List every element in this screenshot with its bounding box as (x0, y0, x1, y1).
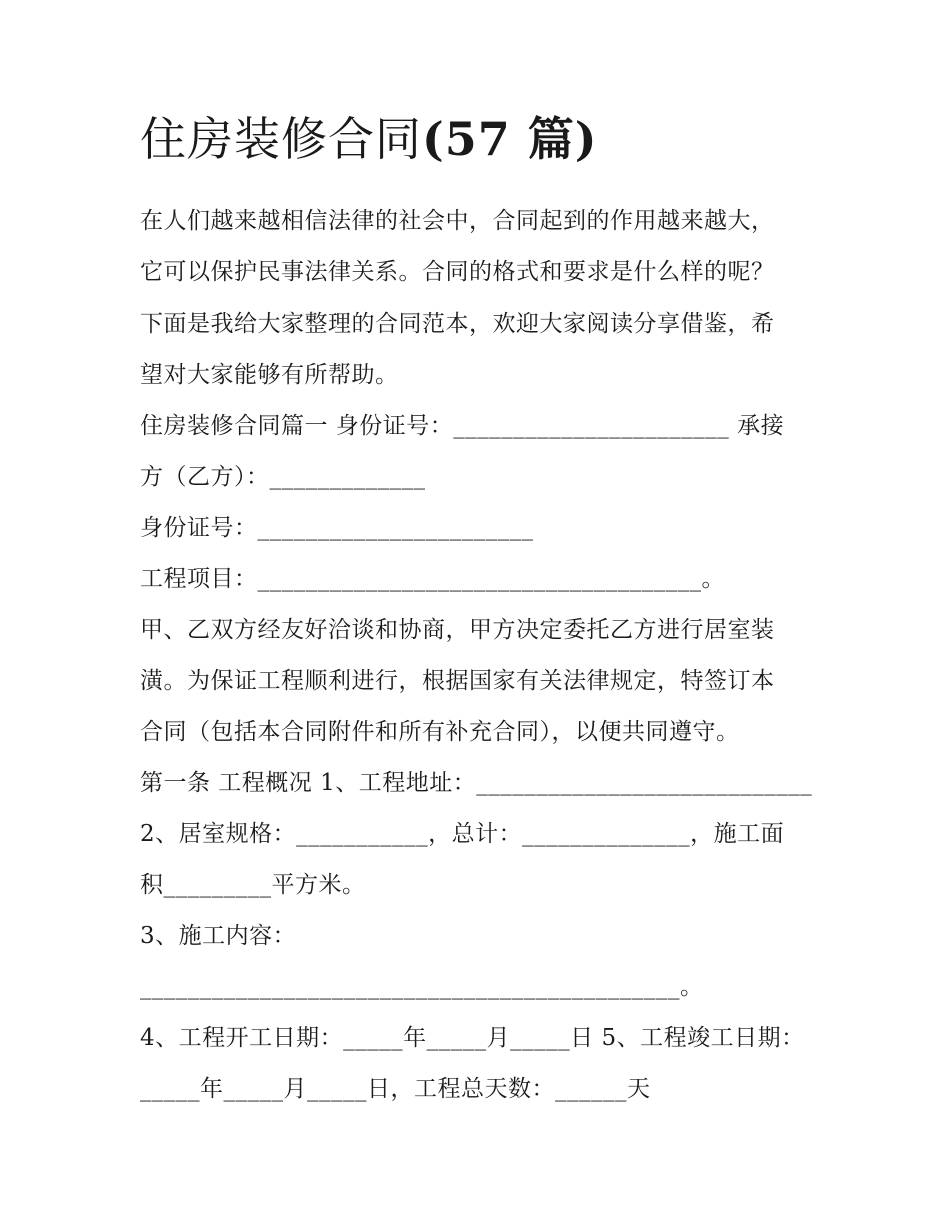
paragraph-line: 合同（包括本合同附件和所有补充合同），以便共同遵守。 (140, 719, 740, 745)
paragraph-line: 甲、乙双方经友好洽谈和协商，甲方决定委托乙方进行居室装 (140, 617, 775, 643)
paragraph-line: 第一条 工程概况 1、工程地址：____________________________ (140, 770, 813, 796)
document-title (140, 112, 598, 167)
title-text: 住房装修合同 (140, 112, 422, 166)
paragraph-line: 望对大家能够有所帮助。 (140, 362, 399, 388)
paragraph-line: 工程项目：_____________________________________。 (140, 566, 725, 592)
paragraph-line: _____________________________________________。 (140, 974, 704, 1000)
paragraph-line: 身份证号：_______________________ (140, 515, 534, 541)
paragraph-line: 下面是我给大家整理的合同范本，欢迎大家阅读分享借鉴，希 (140, 311, 775, 337)
paragraph-line: 方（乙方）：_____________ (140, 464, 426, 490)
paragraph-line: 它可以保护民事法律关系。合同的格式和要求是什么样的呢？ (140, 259, 775, 285)
paragraph-line: 2、居室规格：___________，总计：______________，施工面 (140, 821, 785, 847)
paragraph-line: 住房装修合同篇一 身份证号：_______________________ 承接 (140, 413, 785, 439)
paragraph-line: 3、施工内容： (140, 923, 297, 949)
paragraph-line: 4、工程开工日期：_____年_____月_____日 5、工程竣工日期： (140, 1025, 805, 1051)
paragraph-line: 在人们越来越相信法律的社会中，合同起到的作用越来越大， (140, 208, 775, 234)
paragraph-line: _____年_____月_____日，工程总天数：______天 (140, 1076, 651, 1102)
paragraph-line: 积_________平方米。 (140, 872, 366, 898)
paragraph-line: 潢。为保证工程顺利进行，根据国家有关法律规定，特签订本 (140, 668, 775, 694)
title-count: (57 篇) (422, 112, 598, 166)
